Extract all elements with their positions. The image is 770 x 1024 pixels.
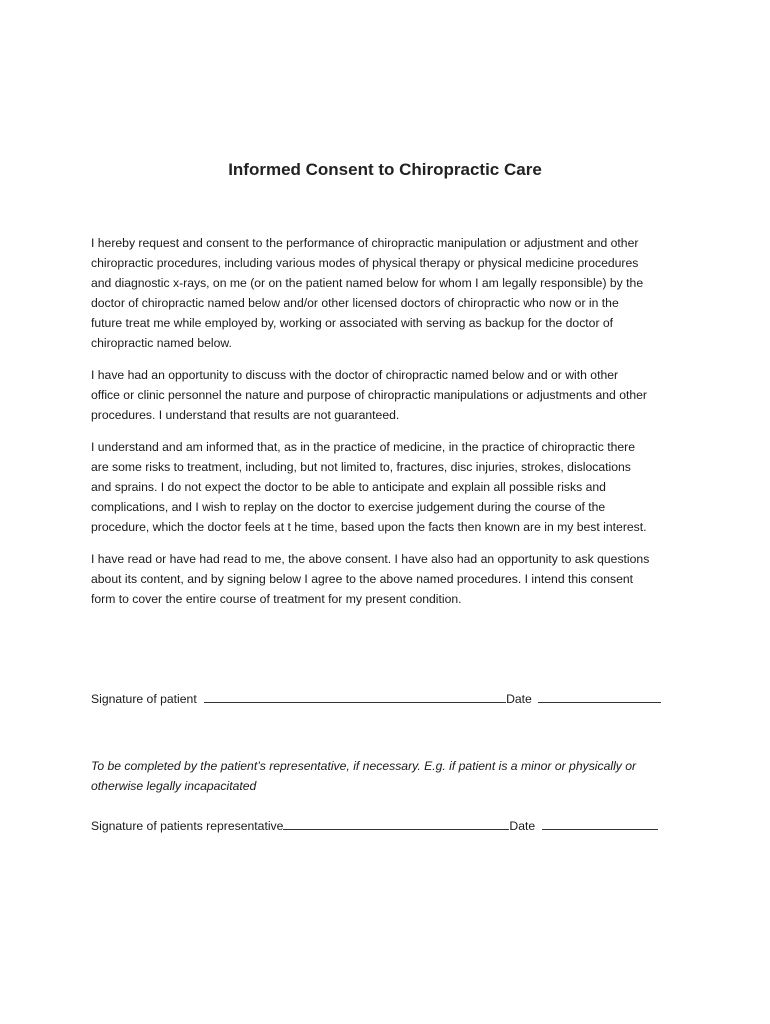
- text-line: about its content, and by signing below I agree to the above named procedures. I intend this consent: [91, 572, 634, 586]
- text-line: I hereby request and consent to the performance of chiropractic manipulation or adjustment and other: [91, 236, 639, 250]
- text-line: and diagnostic x-rays, on me (or on the patient named below for whom I am legally responsible) by the: [91, 276, 644, 290]
- text-line: chiropractic procedures, including various modes of physical therapy or physical medicine procedures: [91, 256, 639, 270]
- text-line: complications, and I wish to replay on the doctor to exercise judgement during the course of the: [91, 500, 606, 514]
- text-line: chiropractic named below.: [91, 336, 232, 350]
- representative-signature-label: Signature of patients representative: [91, 819, 284, 833]
- text-line: procedure, which the doctor feels at t he time, based upon the facts then known are in my best interest.: [91, 520, 647, 534]
- representative-date-label: Date: [509, 819, 536, 833]
- text-line: doctor of chiropractic named below and/or other licensed doctors of chiropractic who now or in the: [91, 296, 619, 310]
- text-line: office or clinic personnel the nature and purpose of chiropractic manipulations or adjustments and other: [91, 388, 647, 402]
- representative-signature-row: [91, 817, 658, 833]
- consent-paragraph-1: [91, 233, 691, 353]
- consent-paragraph-3: [91, 437, 691, 537]
- consent-body: [91, 233, 691, 621]
- text-line: To be completed by the patient’s representative, if necessary. E.g. if patient is a minor or physically or: [91, 759, 637, 773]
- document-title: Informed Consent to Chiropractic Care: [228, 160, 542, 179]
- text-line: are some risks to treatment, including, but not limited to, fractures, disc injuries, strokes, dislocations: [91, 460, 631, 474]
- representative-signature-field[interactable]: [283, 817, 509, 830]
- text-line: I have read or have had read to me, the above consent. I have also had an opportunity to ask questions: [91, 552, 650, 566]
- text-line: and sprains. I do not expect the doctor to be able to anticipate and explain all possible risks and: [91, 480, 606, 494]
- patient-signature-field[interactable]: [204, 690, 506, 703]
- patient-signature-row: [91, 690, 661, 706]
- consent-paragraph-2: [91, 365, 691, 425]
- patient-signature-label: Signature of patient: [91, 692, 197, 706]
- representative-note: [91, 756, 636, 796]
- consent-paragraph-4: [91, 549, 691, 609]
- text-line: form to cover the entire course of treatment for my present condition.: [91, 592, 462, 606]
- patient-date-label: Date: [506, 692, 532, 706]
- patient-date-field[interactable]: [538, 690, 661, 703]
- text-line: I understand and am informed that, as in the practice of medicine, in the practice of chiropractic there: [91, 440, 635, 454]
- text-line: procedures. I understand that results are not guaranteed.: [91, 408, 400, 422]
- text-line: future treat me while employed by, working or associated with serving as backup for the doctor of: [91, 316, 614, 330]
- representative-date-field[interactable]: [542, 817, 658, 830]
- text-line: I have had an opportunity to discuss with the doctor of chiropractic named below and or with other: [91, 368, 619, 382]
- text-line: otherwise legally incapacitated: [91, 779, 257, 793]
